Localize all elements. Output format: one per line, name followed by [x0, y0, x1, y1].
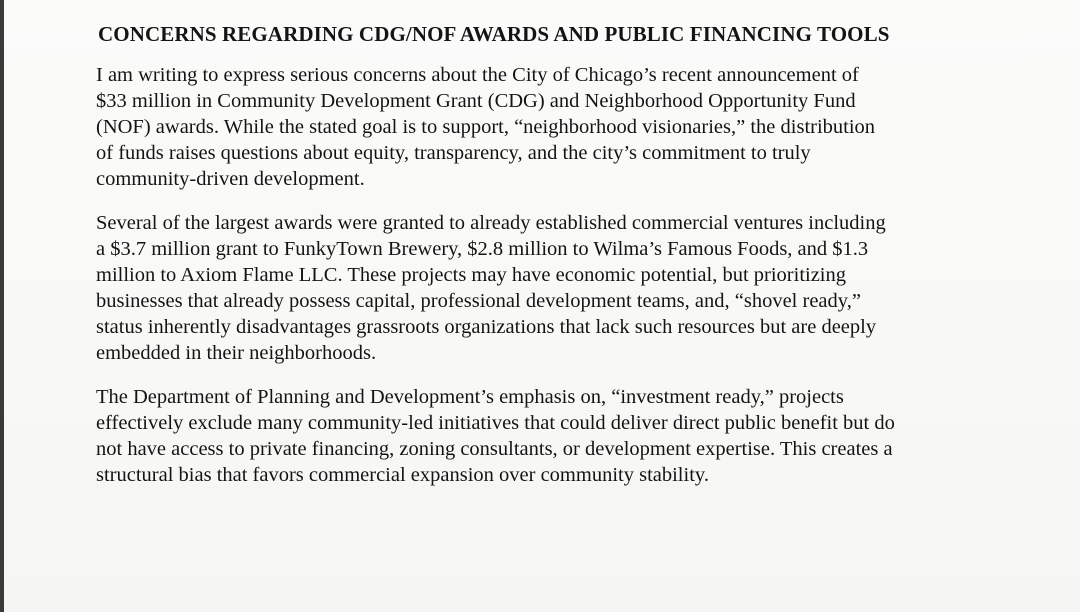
- text-line: effectively exclude many community-led initiatives that could deliver direct public benefit but do: [96, 412, 895, 434]
- text-line: a $3.7 million grant to FunkyTown Brewery, $2.8 million to Wilma’s Famous Foods, and $1.3: [96, 238, 869, 260]
- text-line: status inherently disadvantages grassroots organizations that lack such resources but are deeply: [96, 316, 877, 338]
- document-page: [4, 0, 1080, 612]
- text-line: million to Axiom Flame LLC. These projects may have economic potential, but prioritizing: [96, 264, 847, 286]
- text-line: embedded in their neighborhoods.: [96, 342, 377, 364]
- text-line: of funds raises questions about equity, transparency, and the city’s commitment to truly: [96, 142, 811, 164]
- text-line: businesses that already possess capital, professional development teams, and, “shovel ready,”: [96, 290, 861, 312]
- text-line: community-driven development.: [96, 168, 365, 190]
- text-line: (NOF) awards. While the stated goal is to support, “neighborhood visionaries,” the distribution: [96, 116, 876, 138]
- text-line: not have access to private financing, zoning consultants, or development expertise. This creates a: [96, 438, 893, 460]
- text-line: I am writing to express serious concerns about the City of Chicago’s recent announcement of: [96, 64, 859, 86]
- paragraph-1: [96, 62, 1016, 192]
- text-line: structural bias that favors commercial expansion over community stability.: [96, 464, 709, 486]
- text-line: Several of the largest awards were granted to already established commercial ventures including: [96, 212, 886, 234]
- document-content: [96, 20, 1016, 506]
- paragraph-3: [96, 384, 1016, 488]
- text-line: $33 million in Community Development Grant (CDG) and Neighborhood Opportunity Fund: [96, 90, 856, 112]
- document-title: CONCERNS REGARDING CDG/NOF AWARDS AND PUBLIC FINANCING TOOLS: [98, 22, 890, 46]
- paragraph-2: [96, 210, 1016, 366]
- text-line: The Department of Planning and Development’s emphasis on, “investment ready,” projects: [96, 386, 844, 408]
